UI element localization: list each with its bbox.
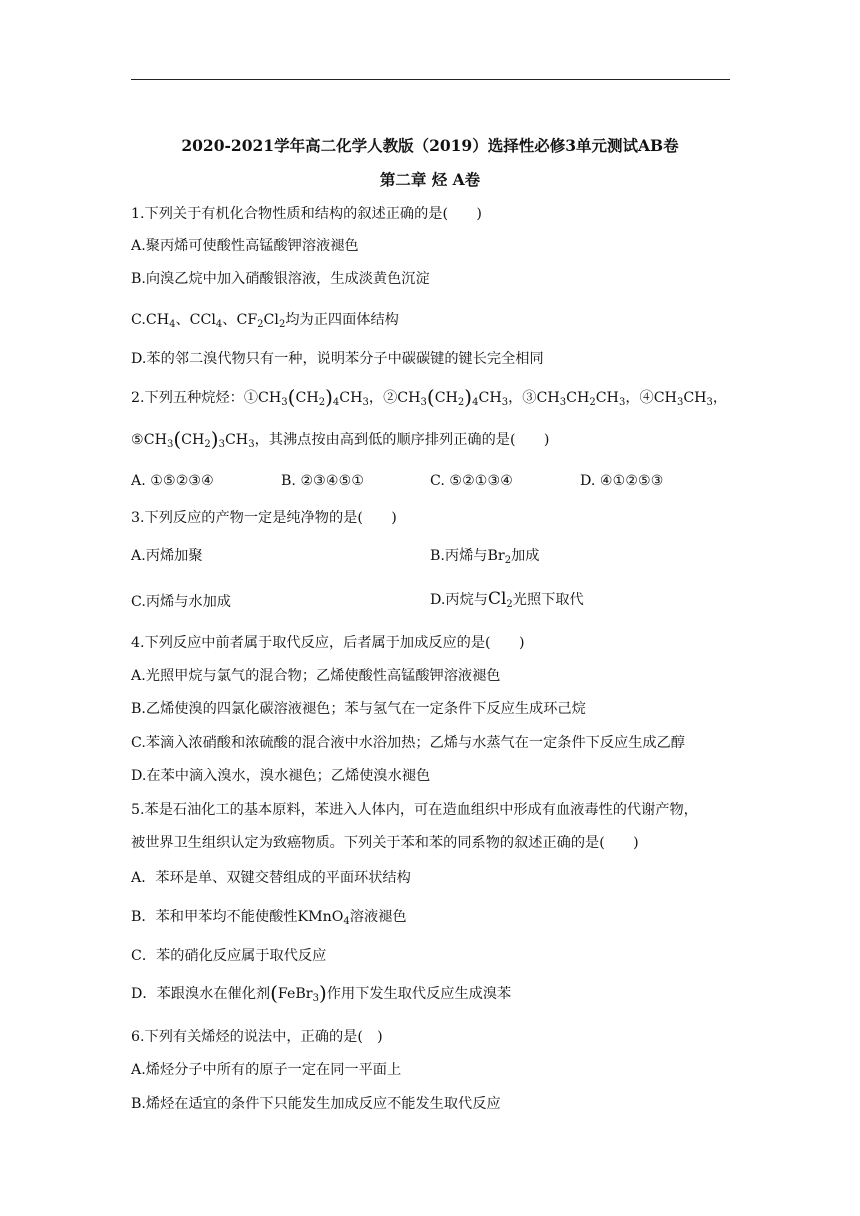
q2-option-b: B. ②③④⑤① (281, 473, 365, 489)
question-5-stem: 5.苯是石油化工的基本原料，苯进入人体内，可在造血组织中形成有血液毒性的代谢产物， (131, 802, 698, 818)
header-rule (131, 79, 730, 80)
q1-option-c: $C.CH_4$、CCl$_4$、$CF_2Cl_2$均为正四面体结构 (131, 312, 399, 330)
q4-option-d: D.在苯中滴入溴水，溴水褪色；乙烯使溴水褪色 (131, 768, 431, 784)
question-4-stem: 4.下列反应中前者属于取代反应，后者属于加成反应的是( ) (131, 635, 525, 651)
question-3-stem: 3.下列反应的产物一定是纯净物的是( ) (131, 510, 397, 526)
q3-option-c: C.丙烯与水加成 (131, 594, 231, 610)
document-subtitle: 第二章 烃 A卷 (379, 170, 481, 189)
question-1-stem: 1.下列关于有机化合物性质和结构的叙述正确的是( ) (131, 206, 482, 222)
document-title: 2020-2021学年高二化学人教版（2019）选择性必修3单元测试AB卷 (181, 136, 679, 155)
q4-option-a: A.光照甲烷与氯气的混合物；乙烯使酸性高锰酸钾溶液褪色 (131, 668, 501, 684)
q3-option-d: D.丙烷与$Cl_2$光照下取代 (430, 589, 584, 610)
q2-option-c: C. ⑤②①③④ (430, 473, 513, 489)
q5-option-d: D．苯跟溴水在催化剂(FeBr$_3$)作用下发生取代反应生成溴苯 (131, 981, 512, 1005)
question-2-stem-line2: $⑤CH_3(CH_2)_3CH_3$，其沸点按由高到低的顺序排列正确的是( ) (131, 427, 550, 451)
q3-option-a: A.丙烯加聚 (131, 548, 203, 564)
q2-option-d: D. ④①②⑤③ (580, 473, 664, 489)
q1-option-d: D.苯的邻二溴代物只有一种，说明苯分子中碳碳键的键长完全相同 (131, 351, 544, 367)
question-5-stem-line2: 被世界卫生组织认定为致癌物质。下列关于苯和苯的同系物的叙述正确的是( ) (131, 835, 639, 851)
q5-option-c: C．苯的硝化反应属于取代反应 (131, 948, 327, 964)
q1-option-a: A.聚丙烯可使酸性高锰酸钾溶液褪色 (131, 238, 359, 254)
q1-option-b: B.向溴乙烷中加入硝酸银溶液，生成淡黄色沉淀 (131, 271, 430, 287)
question-2-stem: 2.下列五种烷烃：$①CH_3(CH_2)_4CH_3$，$②CH_3(CH_2)_4CH_3$，$③CH_3CH_2CH_3$，$④CH_3CH_3$， (131, 385, 728, 409)
q3-option-b: B.丙烯与$Br_2$加成 (430, 548, 540, 566)
q5-option-a: A．苯环是单、双键交替组成的平面环状结构 (131, 870, 411, 886)
q4-option-b: B.乙烯使溴的四氯化碳溶液褪色；苯与氢气在一定条件下反应生成环己烷 (131, 701, 586, 717)
q6-option-a: A.烯烃分子中所有的原子一定在同一平面上 (131, 1062, 402, 1078)
q2-option-a: A. ①⑤②③④ (131, 473, 214, 489)
q4-option-c: C.苯滴入浓硝酸和浓硫酸的混合液中水浴加热；乙烯与水蒸气在一定条件下反应生成乙醇 (131, 735, 685, 751)
q6-option-b: B.烯烃在适宜的条件下只能发生加成反应不能发生取代反应 (131, 1096, 501, 1112)
question-6-stem: 6.下列有关烯烃的说法中，正确的是( ) (131, 1029, 383, 1045)
q5-option-b: B．苯和甲苯均不能使酸性KMnO$_4$溶液褪色 (131, 909, 407, 927)
